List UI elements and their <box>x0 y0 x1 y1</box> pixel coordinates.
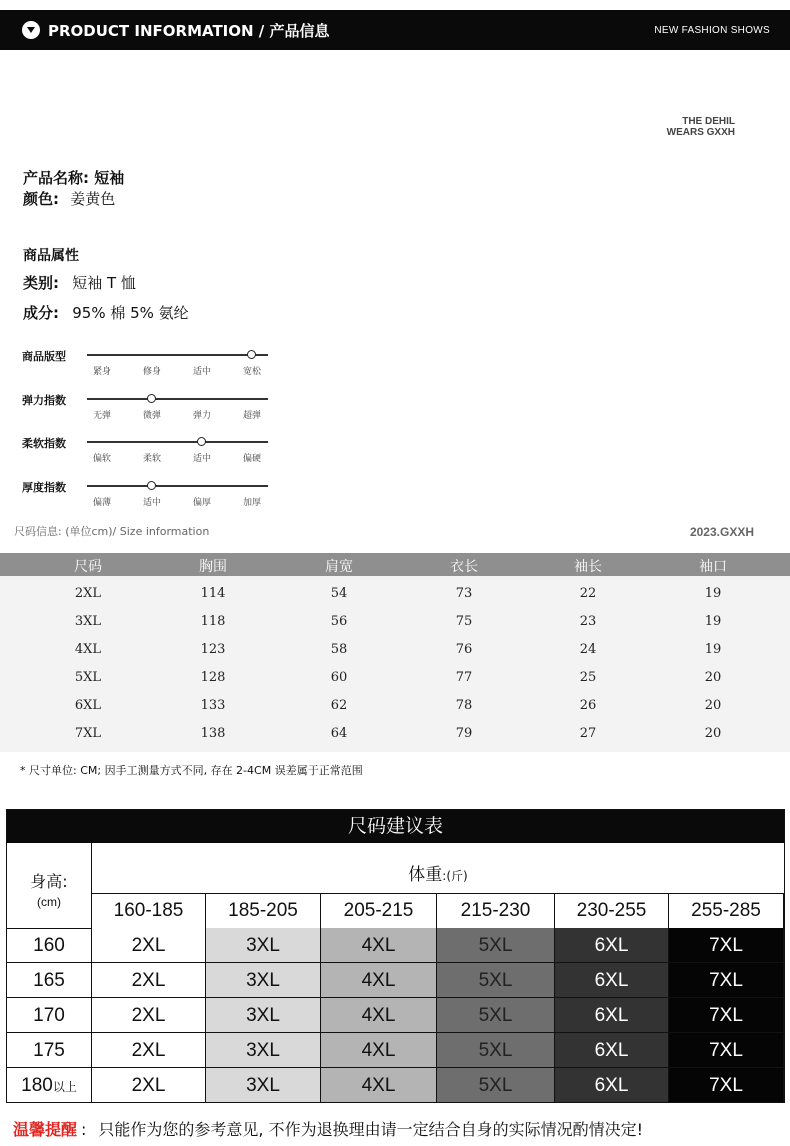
size-table-cell: 24 <box>579 642 597 657</box>
weight-range-cell: 215-230 <box>437 894 555 928</box>
size-cell: 3XL <box>206 963 321 998</box>
size-cell: 5XL <box>437 998 555 1033</box>
scale-label: 柔软指数 <box>22 437 66 450</box>
material-row <box>23 302 189 323</box>
size-cell: 7XL <box>669 998 784 1033</box>
size-cell: 5XL <box>437 963 555 998</box>
size-table-cell: 79 <box>455 726 473 741</box>
size-table-cell: 20 <box>704 670 722 685</box>
size-table <box>0 553 790 752</box>
height-cell: 165 <box>7 963 91 998</box>
product-color-row <box>23 188 115 209</box>
size-cell: 5XL <box>437 1033 555 1068</box>
scale-tick-label: 偏硬 <box>242 454 261 464</box>
size-table-cell: 26 <box>579 698 597 713</box>
size-cell: 4XL <box>321 1068 437 1103</box>
size-cell: 6XL <box>555 963 669 998</box>
size-cell: 6XL <box>555 998 669 1033</box>
size-cell: 3XL <box>206 1068 321 1103</box>
size-table-cell: 56 <box>330 614 348 629</box>
size-table-cell: 75 <box>455 614 473 629</box>
scale-tick-label: 适中 <box>192 367 211 377</box>
size-table-header-cell: 袖长 <box>574 559 602 575</box>
scale-tick-label: 加厚 <box>242 498 261 508</box>
size-table-cell: 58 <box>330 642 348 657</box>
size-table-header-cell: 胸围 <box>199 559 227 575</box>
size-cell: 6XL <box>555 1068 669 1103</box>
size-table-header-cell: 袖口 <box>699 559 727 575</box>
height-suffix: 以上 <box>52 1080 77 1094</box>
weight-range-cell: 185-205 <box>206 894 321 928</box>
brand-line-1: THE DEHIL <box>682 116 735 127</box>
size-table-cell: 123 <box>200 642 226 657</box>
weight-unit: :(斤) <box>442 869 468 883</box>
size-table-header-cell: 尺码 <box>74 559 102 575</box>
scale-tick-label: 偏薄 <box>92 498 111 508</box>
size-table-header-cell: 衣长 <box>450 559 478 575</box>
scale-label: 厚度指数 <box>22 481 66 494</box>
size-cell: 7XL <box>669 963 784 998</box>
scale-tick-label: 微弹 <box>142 411 161 421</box>
size-cell: 4XL <box>321 998 437 1033</box>
chevron-down-icon <box>22 21 40 39</box>
size-cell: 7XL <box>669 1068 784 1103</box>
header-title: PRODUCT INFORMATION / 产品信息 <box>48 22 330 40</box>
brand-line-2: WEARS GXXH <box>666 127 735 138</box>
size-table-cell: 133 <box>200 698 226 713</box>
category-row <box>23 272 136 293</box>
height-unit: (cm) <box>37 895 61 909</box>
size-cell: 4XL <box>321 928 437 963</box>
reminder-label: 温馨提醒 <box>13 1120 78 1139</box>
size-cell: 7XL <box>669 1033 784 1068</box>
size-table-header <box>0 553 790 576</box>
size-cell: 5XL <box>437 928 555 963</box>
size-table-cell: 6XL <box>74 698 102 713</box>
weight-range-cell: 230-255 <box>555 894 669 928</box>
reminder-text: 只能作为您的参考意见, 不作为退换理由请一定结合自身的实际情况酌情决定! <box>98 1120 643 1139</box>
size-table-cell: 4XL <box>74 642 102 657</box>
product-color-value: 姜黄色 <box>70 190 116 208</box>
scale-label: 商品版型 <box>22 350 66 363</box>
size-table-header-cell: 肩宽 <box>325 559 353 575</box>
size-cell: 2XL <box>92 1068 206 1103</box>
size-table-cell: 22 <box>579 586 597 601</box>
scale-track <box>87 485 268 487</box>
scale-track <box>87 354 268 356</box>
size-table-cell: 118 <box>200 614 226 629</box>
product-name-value: 短袖 <box>94 169 125 187</box>
scale-tick-label: 无弹 <box>92 411 111 421</box>
size-table-cell: 78 <box>455 698 473 713</box>
size-cell: 4XL <box>321 1033 437 1068</box>
category-label: 类别: <box>23 274 59 292</box>
scale-tick-label: 超弹 <box>242 411 261 421</box>
size-table-cell: 7XL <box>74 726 102 741</box>
size-table-cell: 77 <box>455 670 473 685</box>
size-table-cell: 19 <box>704 614 722 629</box>
material-value: 95% 棉 5% 氨纶 <box>72 304 189 322</box>
size-table-cell: 128 <box>200 670 226 685</box>
scale-knob <box>147 481 156 490</box>
size-table-cell: 19 <box>704 642 722 657</box>
scale-tick-label: 偏厚 <box>192 498 211 508</box>
size-table-cell: 3XL <box>74 614 102 629</box>
height-cell: 170 <box>7 998 91 1033</box>
scale-track <box>87 441 268 443</box>
weight-range-cell: 255-285 <box>669 894 784 928</box>
product-name-row <box>23 167 124 188</box>
height-cell: 180以上 <box>7 1068 91 1103</box>
reminder-sep: : <box>81 1120 87 1139</box>
size-cell: 6XL <box>555 1033 669 1068</box>
scale-tick-label: 偏软 <box>92 454 111 464</box>
size-table-cell: 62 <box>330 698 348 713</box>
category-value: 短袖 T 恤 <box>72 274 136 292</box>
size-table-cell: 27 <box>579 726 597 741</box>
size-cell: 2XL <box>92 998 206 1033</box>
year-mark: 2023.GXXH <box>689 525 754 539</box>
size-cell: 5XL <box>437 1068 555 1103</box>
product-name-label: 产品名称: <box>23 169 89 187</box>
brand-mark <box>667 116 735 138</box>
scale-knob <box>247 350 256 359</box>
size-table-cell: 76 <box>455 642 473 657</box>
size-table-cell: 138 <box>200 726 226 741</box>
size-cell: 3XL <box>206 998 321 1033</box>
size-cell: 6XL <box>555 928 669 963</box>
weight-header <box>92 860 784 885</box>
size-table-cell: 25 <box>579 670 597 685</box>
size-table-cell: 2XL <box>74 586 102 601</box>
scale-tick-label: 适中 <box>192 454 211 464</box>
scale-knob <box>197 437 206 446</box>
size-cell: 3XL <box>206 1033 321 1068</box>
header-tagline: NEW FASHION SHOWS <box>654 25 770 36</box>
weight-range-cell: 205-215 <box>321 894 437 928</box>
size-table-cell: 73 <box>455 586 473 601</box>
recommendation-title: 尺码建议表 <box>7 810 784 843</box>
scale-tick-label: 适中 <box>142 498 161 508</box>
size-info-label: 尺码信息: (单位cm)/ Size information <box>14 525 210 538</box>
weight-range-cell: 160-185 <box>92 894 206 928</box>
weight-label: 体重 <box>408 865 443 885</box>
size-table-cell: 20 <box>704 698 722 713</box>
scale-tick-label: 修身 <box>142 367 161 377</box>
scale-knob <box>147 394 156 403</box>
size-table-cell: 54 <box>330 586 348 601</box>
scale-track <box>87 398 268 400</box>
size-cell: 2XL <box>92 963 206 998</box>
scale-label: 弹力指数 <box>22 394 66 407</box>
size-cell: 7XL <box>669 928 784 963</box>
height-cell: 160 <box>7 928 91 963</box>
size-table-cell: 60 <box>330 670 348 685</box>
product-color-label: 颜色: <box>23 190 59 208</box>
attributes-title: 商品属性 <box>23 248 79 264</box>
size-table-cell: 64 <box>330 726 348 741</box>
size-cell: 3XL <box>206 928 321 963</box>
height-header <box>7 872 91 912</box>
scale-tick-label: 柔软 <box>142 454 161 464</box>
size-table-cell: 114 <box>200 586 226 601</box>
scale-tick-label: 紧身 <box>92 367 111 377</box>
size-cell: 2XL <box>92 928 206 963</box>
measurement-note: * 尺寸单位: CM; 因手工测量方式不同, 存在 2-4CM 误差属于正常范围 <box>20 764 363 777</box>
height-cell: 175 <box>7 1033 91 1068</box>
material-label: 成分: <box>23 304 59 322</box>
scale-tick-label: 弹力 <box>192 411 211 421</box>
size-table-cell: 23 <box>579 614 597 629</box>
size-table-cell: 19 <box>704 586 722 601</box>
size-recommendation-table <box>6 809 785 1103</box>
size-cell: 2XL <box>92 1033 206 1068</box>
size-cell: 4XL <box>321 963 437 998</box>
height-label: 身高: <box>30 872 68 891</box>
reminder <box>13 1117 643 1140</box>
product-info-header <box>0 10 790 50</box>
size-table-cell: 5XL <box>74 670 102 685</box>
size-table-cell: 20 <box>704 726 722 741</box>
scale-tick-label: 宽松 <box>242 367 261 377</box>
